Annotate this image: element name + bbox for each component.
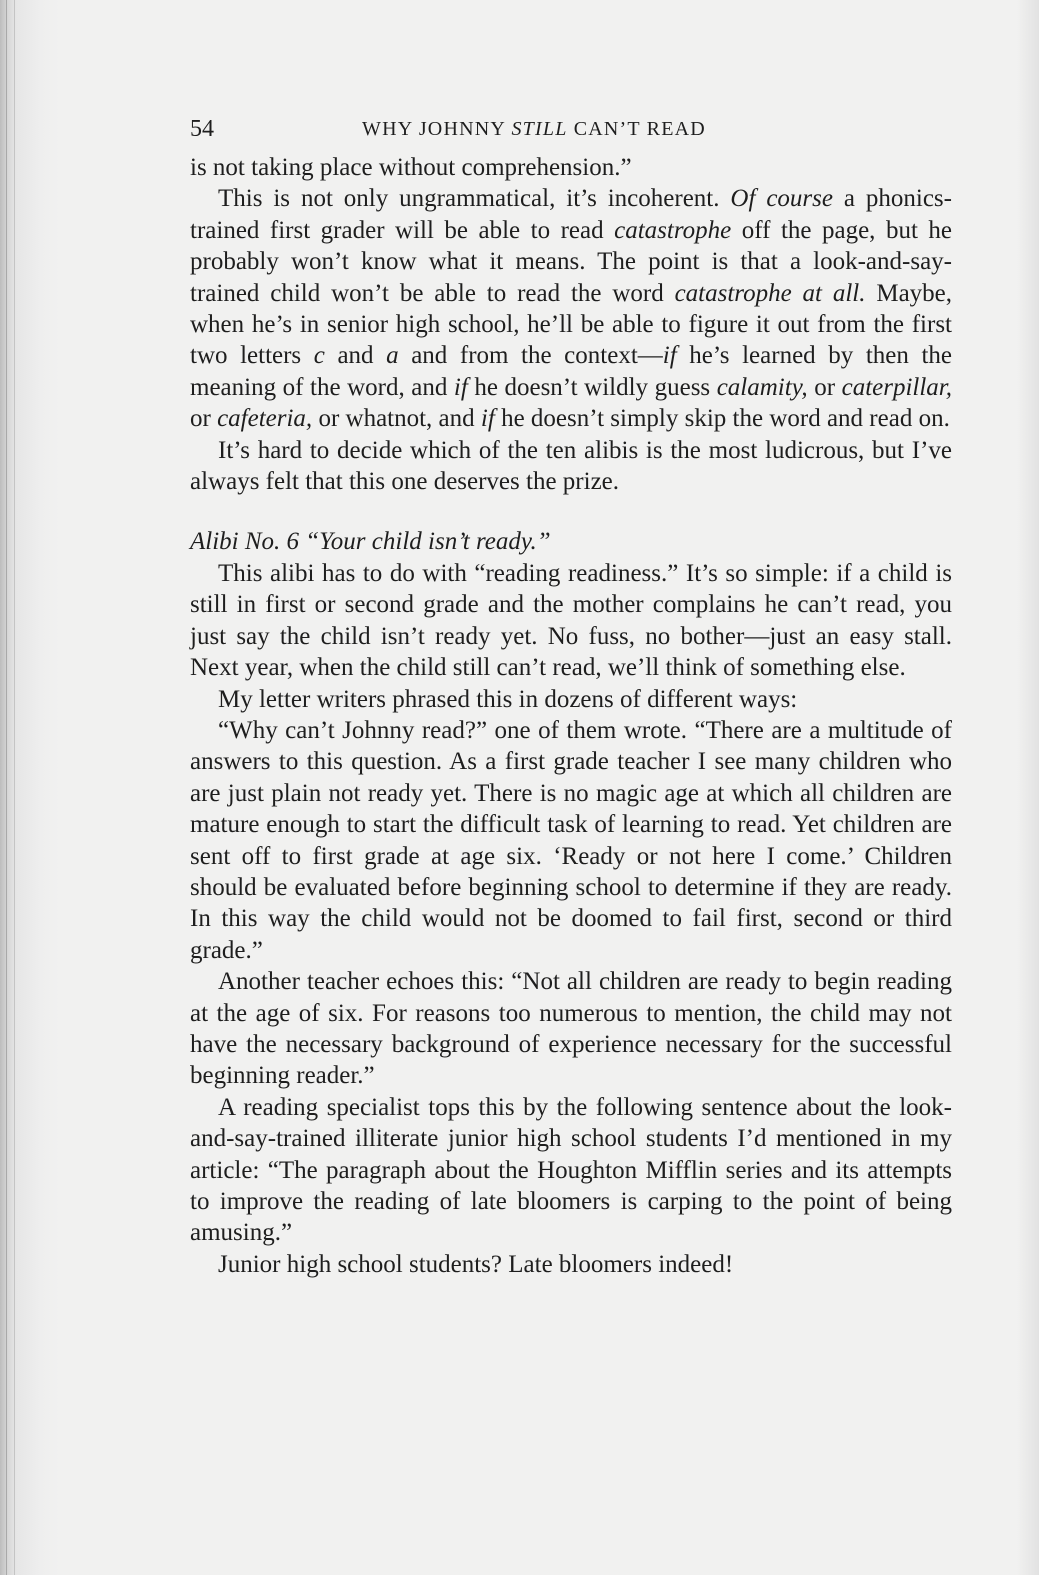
book-page	[190, 116, 952, 1280]
paragraph-quote: Another teacher echoes this: “Not all children are ready to begin reading at the age of six. For reasons too numerous to mention, the child may not have the necessary background of experience necessary for the successful beginning reader.”	[190, 968, 952, 1090]
running-head	[190, 116, 952, 152]
page-right-edge-shadow	[1017, 0, 1039, 1575]
page-number: 54	[190, 116, 214, 142]
paragraph: It’s hard to decide which of the ten alibis is the most ludicrous, but I’ve always felt that this one deserves the prize.	[190, 436, 952, 496]
paragraph: My letter writers phrased this in dozens of different ways:	[218, 685, 798, 713]
paragraph: This alibi has to do with “reading readiness.” It’s so simple: if a child is still in first or second grade and the mother complains he can’t read, you just say the child isn’t ready yet. No fuss, no bother—just an easy stall. Next year, when the child still can’t read, we’ll think of something else.	[190, 559, 952, 682]
binding-gutter-shadow	[0, 0, 60, 1575]
paragraph-continuation: is not taking place without comprehension.”	[190, 154, 632, 181]
section-heading: Alibi No. 6 “Your child isn’t ready.”	[190, 528, 551, 556]
paragraph-quote: “Why can’t Johnny read?” one of them wrote. “There are a multitude of answers to this question. As a first grade teacher I see many children who are just plain not ready yet. There is no magic age at which all children are mature enough to start the difficult task of learning to read. Yet children are sent off to first grade at age six. ‘Ready or not here I come.’ Children should be evaluated before beginning school to determine if they are ready. In this way the child would not be doomed to fail first, second or third grade.”	[190, 716, 952, 964]
paragraph: This is not only ungrammatical, it’s incoherent. Of course a phonics-trained first grader will be able to read catastrophe off the page, but he probably won’t know what it means. The point is that a look-and-say-trained child won’t be able to read the word catastrophe at all. Maybe, when he’s in senior high school, he’ll be able to figure it out from the first two letters c and a and from the context—if he’s learned by then the meaning of the word, and if he doesn’t wildly guess calamity, or caterpillar, or cafeteria, or whatnot, and if he doesn’t simply skip the word and read on.	[190, 185, 953, 433]
gutter-edge-line	[14, 0, 15, 1575]
running-title: WHY JOHNNY STILL CAN’T READ	[362, 118, 706, 140]
gutter-edge-line	[6, 0, 7, 1575]
paragraph: Junior high school students? Late bloomers indeed!	[218, 1250, 734, 1278]
paragraph-quote: A reading specialist tops this by the following sentence about the look-and-say-trained illiterate junior high school students I’d mentioned in my article: “The paragraph about the Houghton Mifflin series and its attempts to improve the reading of late bloomers is carping to the point of being amusing.”	[190, 1093, 952, 1247]
body-text	[190, 152, 952, 1280]
